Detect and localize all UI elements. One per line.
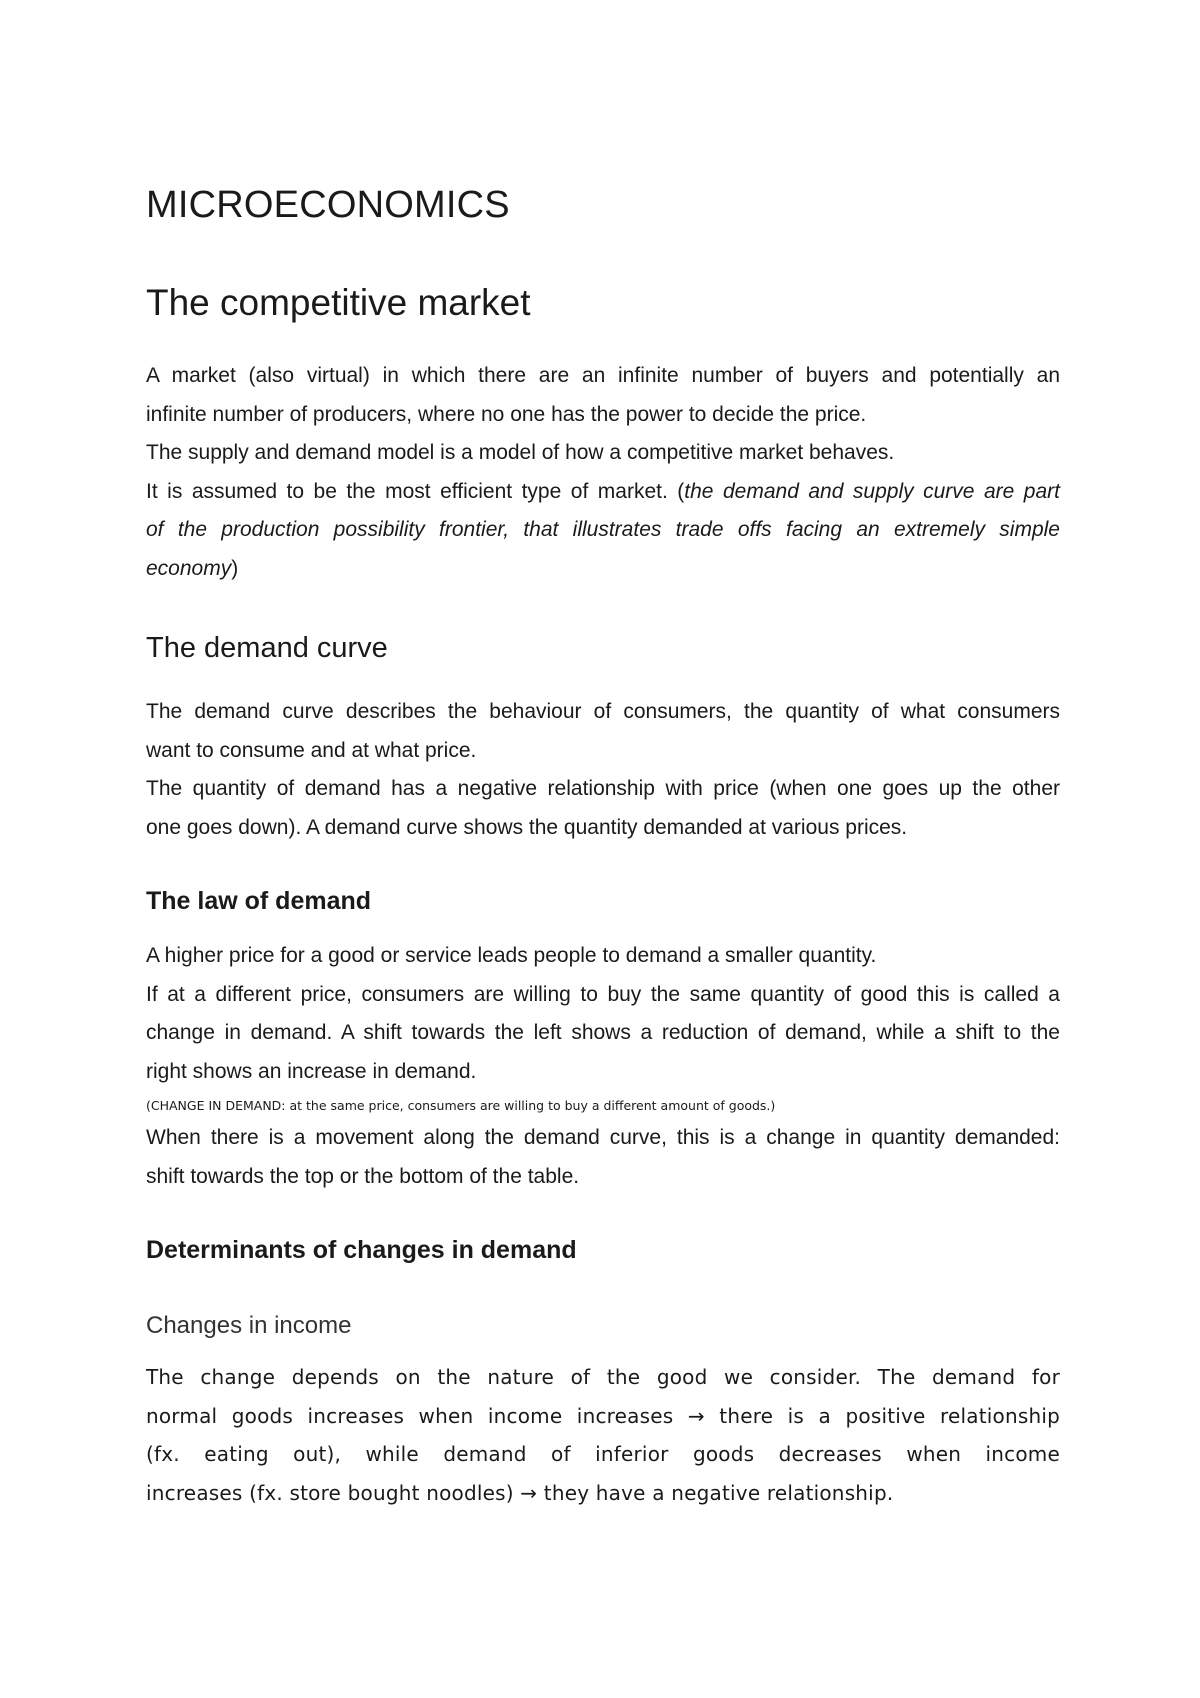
text-line: [146, 473, 1060, 512]
text-line: The quantity of demand has a negative relationship with price (when one goes up the other: [146, 777, 1060, 800]
heading-demand-curve: The demand curve: [146, 632, 388, 664]
text-line: A higher price for a good or service leads people to demand a smaller quantity.: [146, 944, 877, 967]
text-line: The supply and demand model is a model of how a competitive market behaves.: [146, 441, 895, 464]
paragraph-movement-along-curve: [146, 1119, 1060, 1196]
text-run: It is assumed to be the most efficient type of market. (: [146, 479, 685, 503]
text-line: want to consume and at what price.: [146, 738, 477, 762]
italic-text-run: economy: [146, 556, 232, 580]
text-line: If at a different price, consumers are willing to buy the same quantity of good this is called a: [146, 982, 1060, 1006]
paragraph-demand-curve: [146, 693, 1060, 847]
subheading-changes-in-income: Changes in income: [146, 1312, 352, 1339]
italic-text-run: the demand and supply curve are part: [684, 479, 1060, 503]
text-line: When there is a movement along the demand curve, this is a change in quantity demanded:: [146, 1126, 1060, 1149]
paragraph-market-definition: [146, 357, 1060, 588]
text-line: [146, 550, 1060, 589]
text-line: The change depends on the nature of the good we consider. The demand for: [146, 1365, 1060, 1389]
paragraph-changes-in-income: [146, 1358, 1060, 1513]
text-line: right shows an increase in demand.: [146, 1059, 477, 1083]
text-line: shift towards the top or the bottom of the table.: [146, 1164, 580, 1188]
paragraph-law-of-demand: [146, 937, 1060, 1091]
text-run: ): [231, 556, 239, 580]
text-line: (fx. eating out), while demand of inferior goods decreases when income: [146, 1442, 1060, 1467]
text-line: The demand curve describes the behaviour of consumers, the quantity of what consumers: [146, 700, 1060, 723]
text-line: increases (fx. store bought noodles) → they have a negative relationship.: [146, 1481, 894, 1506]
heading-determinants: Determinants of changes in demand: [146, 1236, 577, 1264]
note-change-in-demand: (CHANGE IN DEMAND: at the same price, consumers are willing to buy a different amount of goods.): [146, 1098, 776, 1113]
document-title: MICROECONOMICS: [146, 184, 510, 226]
text-line: A market (also virtual) in which there are an infinite number of buyers and potentially an: [146, 364, 1060, 387]
text-line: change in demand. A shift towards the left shows a reduction of demand, while a shift to the: [146, 1021, 1060, 1044]
heading-competitive-market: The competitive market: [146, 282, 531, 323]
text-line: [146, 511, 1060, 550]
text-line: one goes down). A demand curve shows the quantity demanded at various prices.: [146, 815, 908, 839]
heading-law-of-demand: The law of demand: [146, 887, 372, 915]
italic-text-run: of the production possibility frontier, that illustrates trade offs facing an extremely simple: [146, 518, 1060, 541]
text-line: infinite number of producers, where no one has the power to decide the price.: [146, 402, 867, 426]
text-line: normal goods increases when income increases → there is a positive relationship: [146, 1403, 1060, 1428]
